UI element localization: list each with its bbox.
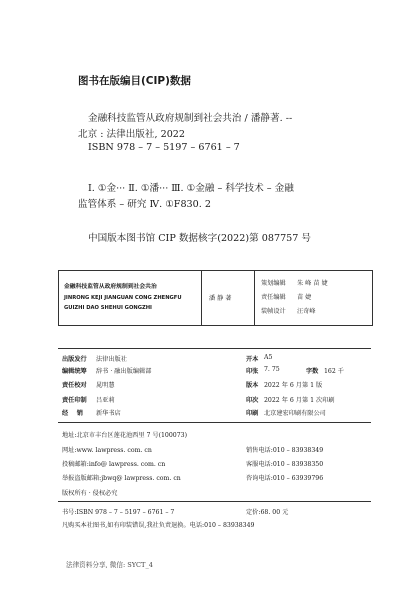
pub-label-3: 责任校对 [62,382,87,389]
pub-right-value-5: 北京建宏印刷有限公司 [264,410,326,417]
divider-bottom [58,501,371,502]
pub-value-5: 新华书店 [96,410,121,417]
book-title-pinyin-1: JINRONG KEJI JIANGUAN CONG ZHENGFU [64,295,182,301]
watermark-text: 法律资料分享, 微信: SYCT_4 [66,561,153,569]
book-info-box [58,270,373,326]
divider-middle [58,422,371,423]
pub-right-label-3: 版本 [246,382,259,389]
rights-notice: 版权所有 · 侵权必究 [62,490,118,497]
pub-value-4: 吕亚莉 [96,397,115,404]
isbn-footer: 书号:ISBN 978 – 7 – 5197 – 6761 – 7 [62,509,175,516]
pub-right-label-1: 开本 [246,356,259,363]
sales-phone: 销售电话:010 – 83938349 [246,447,324,454]
resp-editor-value: 苗 婕 [297,294,312,301]
pub-label-5: 经 销 [62,410,83,417]
price: 定价:68. 00 元 [246,509,289,516]
cip-classification-line: Ⅰ. ①金··· Ⅱ. ①潘··· Ⅲ. ①金融 – 科学技术 – 金融 [88,183,294,194]
pub-right-label-5: 印刷 [246,410,259,417]
website: 网址:www. lawpress. com. cn [62,447,152,454]
return-notice: 凡购买本社图书,如有印装错误,我社负责退换。电话:010 – 83938349 [62,522,255,529]
pub-right-value-4: 2022 年 6 月第 1 次印刷 [264,397,335,404]
cip-isbn-line: ISBN 978 – 7 – 5197 – 6761 – 7 [88,142,240,153]
book-title-pinyin-2: GUIZHI DAO SHEHUI GONGZHI [64,305,152,311]
pub-right-label-4: 印次 [246,397,259,404]
pub-value-2: 辞书 · 融出版编辑部 [96,368,152,375]
cip-heading: 图书在版编目(CIP)数据 [78,75,191,87]
pub-right-label-2b: 字数 [306,368,319,375]
pub-label-1: 出版发行 [62,356,87,363]
cip-classification-line-2: 监管体系 – 研究 Ⅳ. ①F830. 2 [78,199,211,210]
report-email: 举报盗版邮箱:jbwq@ lawpress. com. cn [62,475,181,482]
pub-label-2: 编辑统筹 [62,368,87,375]
book-title-cn: 金融科技监管从政府规制到社会共治 [64,284,157,290]
pub-value-3: 晁明慧 [96,382,115,389]
consult-phone: 咨询电话:010 – 63939796 [246,475,324,482]
pub-value-1: 法律出版社 [96,356,127,363]
pub-right-value-3: 2022 年 6 月第 1 版 [264,382,323,389]
cip-title-line: 金融科技监管从政府规制到社会共治 / 潘静著. -- [88,113,293,124]
pub-right-label-2: 印张 [246,368,259,375]
pub-right-value-1: A5 [264,354,273,361]
service-phone: 客服电话:010 – 83938350 [246,461,324,468]
cip-record-number: 中国版本图书馆 CIP 数据核字(2022)第 087757 号 [88,233,312,244]
editor-value: 朱 峰 苗 婕 [297,280,328,287]
pub-label-4: 责任印制 [62,397,87,404]
editor-label: 策划编辑 [261,280,286,287]
pub-right-value-2b: 162 千 [324,368,344,375]
submission-email: 投稿邮箱:info@ lawpress. com. cn [62,461,166,468]
design-label: 装帧设计 [261,308,286,315]
pub-right-value-2: 7. 75 [264,366,280,373]
divider-top [58,348,371,349]
cip-publisher-line: 北京 : 法律出版社, 2022 [78,129,186,140]
resp-editor-label: 责任编辑 [261,294,286,301]
book-author: 潘 静 著 [209,295,232,302]
design-value: 汪奇峰 [297,308,316,315]
address: 地址:北京市丰台区莲花池西里 7 号(100073) [62,432,188,439]
